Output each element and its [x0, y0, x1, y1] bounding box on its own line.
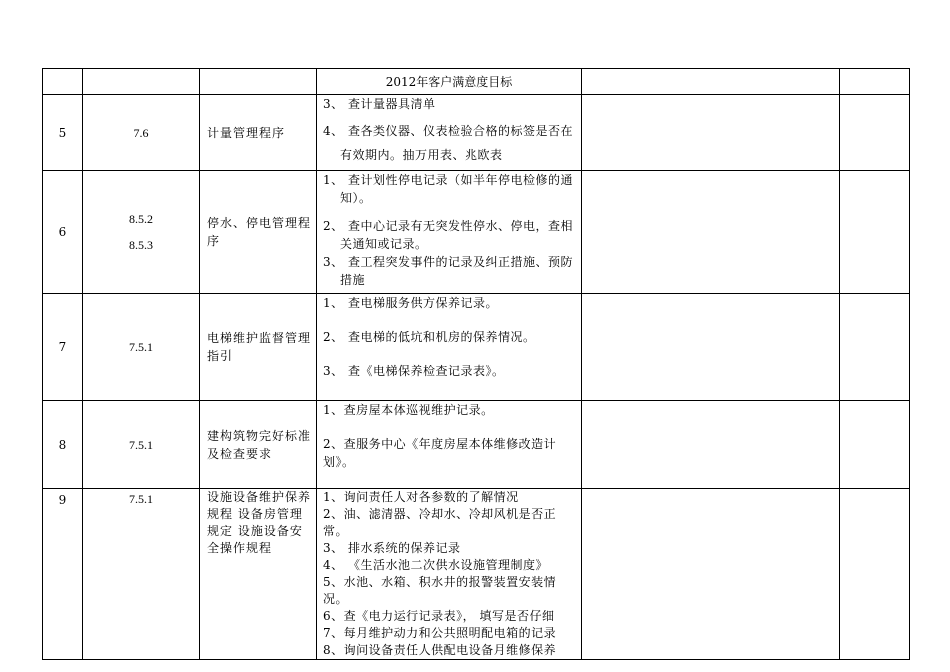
check-item: 8、询问设备责任人供配电设备月维修保养 — [323, 643, 557, 657]
check-item: 1、 查计划性停电记录（如半年停电检修的通知）。 — [323, 173, 573, 205]
check-items — [317, 95, 582, 171]
spacer — [323, 419, 577, 435]
document-name: 计量管理程序 — [200, 95, 317, 171]
clause-cell — [83, 294, 200, 401]
table-row — [43, 294, 910, 401]
clause-number: 7.6 — [133, 125, 149, 140]
clause-number: 7.5.1 — [129, 437, 153, 452]
check-item: 2、 查中心记录有无突发性停水、停电，查相关通知或记录。 — [323, 219, 573, 251]
clause-number: 8.5.3 — [129, 238, 153, 252]
check-item: 3、 查计量器具清单 — [323, 97, 436, 111]
table-row — [43, 171, 910, 294]
check-item: 2、油、滤清器、冷却水、冷却风机是否正常。 — [323, 507, 557, 538]
check-items — [317, 401, 582, 489]
header-cell-empty — [582, 69, 840, 95]
check-item: 3、 查《电梯保养检查记录表》。 — [323, 364, 505, 378]
header-cell-empty — [840, 69, 910, 95]
document-name: 建构筑物完好标准及检查要求 — [200, 401, 317, 489]
remark-cell — [840, 95, 910, 171]
clause-number: 7.5.1 — [129, 492, 153, 506]
header-cell-empty — [43, 69, 83, 95]
check-item: 7、每月维护动力和公共照明配电箱的记录 — [323, 626, 557, 640]
check-item: 1、查房屋本体巡视维护记录。 — [323, 403, 494, 417]
result-cell — [582, 489, 840, 660]
spacer — [323, 312, 577, 328]
audit-checklist-table — [42, 68, 910, 660]
clause-cell — [83, 401, 200, 489]
check-item: 3、 查工程突发事件的记录及纠正措施、预防措施 — [323, 255, 573, 287]
result-cell — [582, 95, 840, 171]
row-number: 5 — [43, 95, 83, 171]
remark-cell — [840, 489, 910, 660]
row-number: 9 — [43, 489, 83, 660]
clause-cell — [83, 489, 200, 660]
spacer — [323, 207, 577, 217]
check-item: 3、 排水系统的保养记录 — [323, 541, 461, 555]
check-item: 4、 《生活水池二次供水设施管理制度》 — [323, 558, 548, 572]
document-name: 设施设备维护保养规程 设备房管理规定 设施设备安全操作规程 — [200, 489, 317, 660]
table-row — [43, 489, 910, 660]
header-cell-empty — [83, 69, 200, 95]
check-item: 5、水池、水箱、积水井的报警装置安装情况。 — [323, 575, 557, 606]
spacer — [323, 346, 577, 362]
check-item: 2、查服务中心《年度房屋本体维修改造计划》。 — [323, 437, 557, 469]
row-number: 6 — [43, 171, 83, 294]
result-cell — [582, 171, 840, 294]
result-cell — [582, 401, 840, 489]
check-item: 2、 查电梯的低坑和机房的保养情况。 — [323, 330, 536, 344]
document-name: 电梯维护监督管理指引 — [200, 294, 317, 401]
remark-cell — [840, 171, 910, 294]
clause-number: 8.5.2 — [129, 212, 153, 226]
clause-number: 7.5.1 — [129, 340, 153, 354]
remark-cell — [840, 294, 910, 401]
check-items — [317, 171, 582, 294]
table-header-row — [43, 69, 910, 95]
check-item: 1、询问责任人对各参数的了解情况 — [323, 490, 519, 504]
header-cell-empty — [200, 69, 317, 95]
remark-cell — [840, 401, 910, 489]
check-items — [317, 489, 582, 660]
row-number: 8 — [43, 401, 83, 489]
document-name: 停水、停电管理程序 — [200, 171, 317, 294]
check-items — [317, 294, 582, 401]
result-cell — [582, 294, 840, 401]
check-item: 6、查《电力运行记录表》， 填写是否仔细 — [323, 609, 555, 623]
clause-cell — [83, 171, 200, 294]
table-row — [43, 401, 910, 489]
clause-cell — [83, 95, 200, 171]
check-item: 4、 查各类仪器、仪表检验合格的标签是否在有效期内。抽万用表、兆欧表 — [323, 124, 573, 162]
row-number: 7 — [43, 294, 83, 401]
table-row — [43, 95, 910, 171]
check-item: 1、 查电梯服务供方保养记录。 — [323, 296, 498, 310]
header-title: 2012年客户满意度目标 — [317, 69, 582, 95]
